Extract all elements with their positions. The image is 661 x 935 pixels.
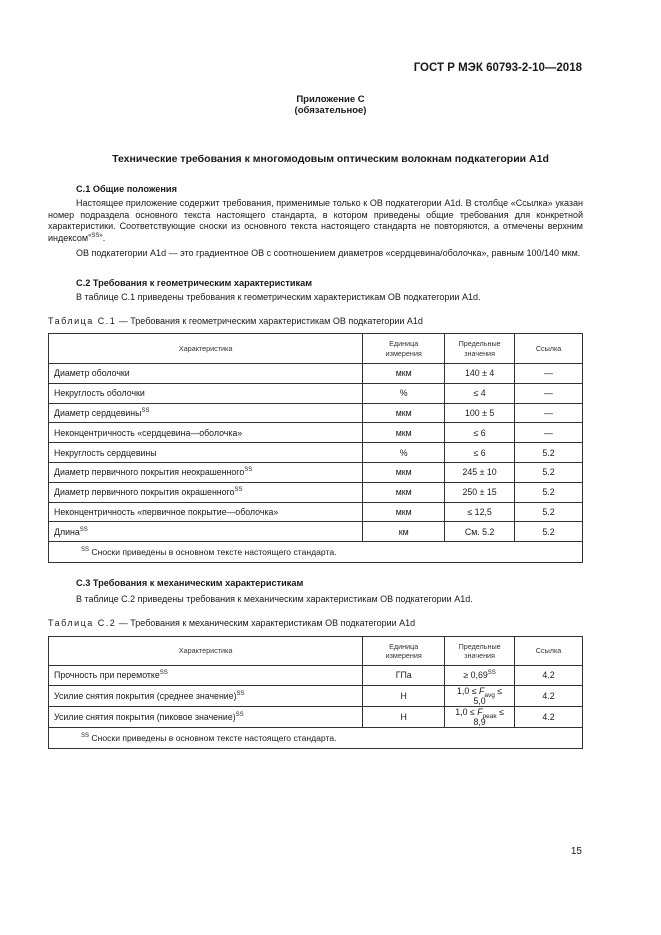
standard-header: ГОСТ Р МЭК 60793-2-10—2018 (413, 62, 582, 74)
table-row: Некруглость оболочки % ≤ 4 — (49, 383, 583, 403)
table-2 (48, 636, 583, 749)
table-2-header-ref: Ссылка (515, 637, 583, 666)
table-1-header-unit: Единица измерения (363, 334, 445, 364)
table-row: Неконцентричность «сердцевина—оболочка» мкм ≤ 6 — (49, 423, 583, 443)
table-1-header-limit: Предельные значения (445, 334, 515, 364)
table-1-header-ref: Ссылка (515, 334, 583, 364)
appendix-status: (обязательное) (294, 105, 367, 116)
table-row: Прочность при перемотке$^{SS}$ ГПа ≥ $0,69^{SS}$ 4.2 (49, 666, 583, 686)
c3-p1-text: В таблице С.2 приведены требования к механическим характеристикам ОВ подкатегории А1d. (76, 594, 473, 604)
table-1-footnote-row (49, 542, 583, 563)
section-c2-paragraph (48, 292, 583, 304)
table-2-caption-prefix: Таблица С.2 (48, 618, 117, 628)
c1-p1-end: . (102, 232, 106, 243)
table-row: Усилие снятия покрытия (пиковое значение)$^{SS}$ Н $1,0 \le F_{peak} \le 8,9$ 4.2 (49, 706, 583, 727)
table-2-header-unit: Единица измерения (363, 637, 445, 666)
section-c2-heading: С.2 Требования к геометрическим характеристикам (76, 278, 313, 288)
document-title: Технические требования к многомодовым оптическим волокнам подкатегории А1d (112, 153, 549, 165)
table-row: Усилие снятия покрытия (среднее значение)$^{SS}$ Н $1,0 \le F_{avg} \le 5,0$ 4.2 (49, 685, 583, 706)
section-c3-heading: С.3 Требования к механическим характеристикам (76, 578, 304, 588)
section-c1-heading: С.1 Общие положения (76, 184, 177, 194)
page-number: 15 (570, 846, 582, 857)
table-2-header-row (49, 637, 583, 666)
table-1-header-row (49, 334, 583, 364)
table-2-header-limit: Предельные значения (445, 637, 515, 666)
table-1 (48, 333, 583, 563)
table-row: Диаметр оболочки мкм 140 ± 4 — (49, 364, 583, 384)
table-row: Диаметр сердцевины$^{SS}$ мкм 100 ± 5 — (49, 403, 583, 423)
table-1-caption-text: — Требования к геометрическим характеристикам ОВ подкатегории А1d (116, 316, 423, 326)
c1-p1-sup: «SS» (88, 232, 103, 239)
table-2-caption-text: — Требования к механическим характеристикам ОВ подкатегории А1d (116, 618, 416, 628)
appendix-title: Приложение С (296, 94, 365, 105)
table-row: Диаметр первичного покрытия неокрашенного$^{SS}$ мкм 245 ± 10 5.2 (49, 462, 583, 482)
c1-p1-text: Настоящее приложение содержит требования, применимые только к ОВ подкатегории А1d. В столбце «Ссылка» указан номер подраздела основного текста настоящего стандарта, в котором приведены общие требования для конкретной характеристики. Соответствующие сноски из основного текста настоящего стандарта не повторяются, а отмечены верхним индексом (48, 198, 583, 243)
section-c3-paragraph (48, 594, 583, 606)
table-row: Длина$^{SS}$ км См. 5.2 5.2 (49, 522, 583, 542)
table-1-caption (48, 316, 423, 326)
c1-p2-text: ОВ подкатегории А1d — это градиентное ОВ с соотношением диаметров «сердцевина/оболочка», равным 100/140 мкм. (76, 248, 581, 258)
table-1-caption-prefix: Таблица С.1 (48, 316, 117, 326)
table-1-footnote: $^{SS}$ Сноски приведены в основном тексте настоящего стандарта. (49, 542, 583, 563)
table-2-footnote: $^{SS}$ Сноски приведены в основном тексте настоящего стандарта. (49, 727, 583, 748)
table-2-caption (48, 618, 415, 628)
section-c1-paragraph-2 (48, 248, 583, 260)
table-2-header-char: Характеристика (49, 637, 363, 666)
c2-p1-text: В таблице С.1 приведены требования к геометрическим характеристикам ОВ подкатегории А1d. (76, 292, 481, 302)
table-row: Диаметр первичного покрытия окрашенного$^{SS}$ мкм 250 ± 15 5.2 (49, 482, 583, 502)
table-1-header-char: Характеристика (49, 334, 363, 364)
table-2-footnote-row (49, 727, 583, 748)
table-row: Некруглость сердцевины % ≤ 6 5.2 (49, 443, 583, 463)
table-row: Неконцентричность «первичное покрытие—оболочка» мкм ≤ 12,5 5.2 (49, 502, 583, 522)
section-c1-paragraph-1 (48, 198, 583, 244)
